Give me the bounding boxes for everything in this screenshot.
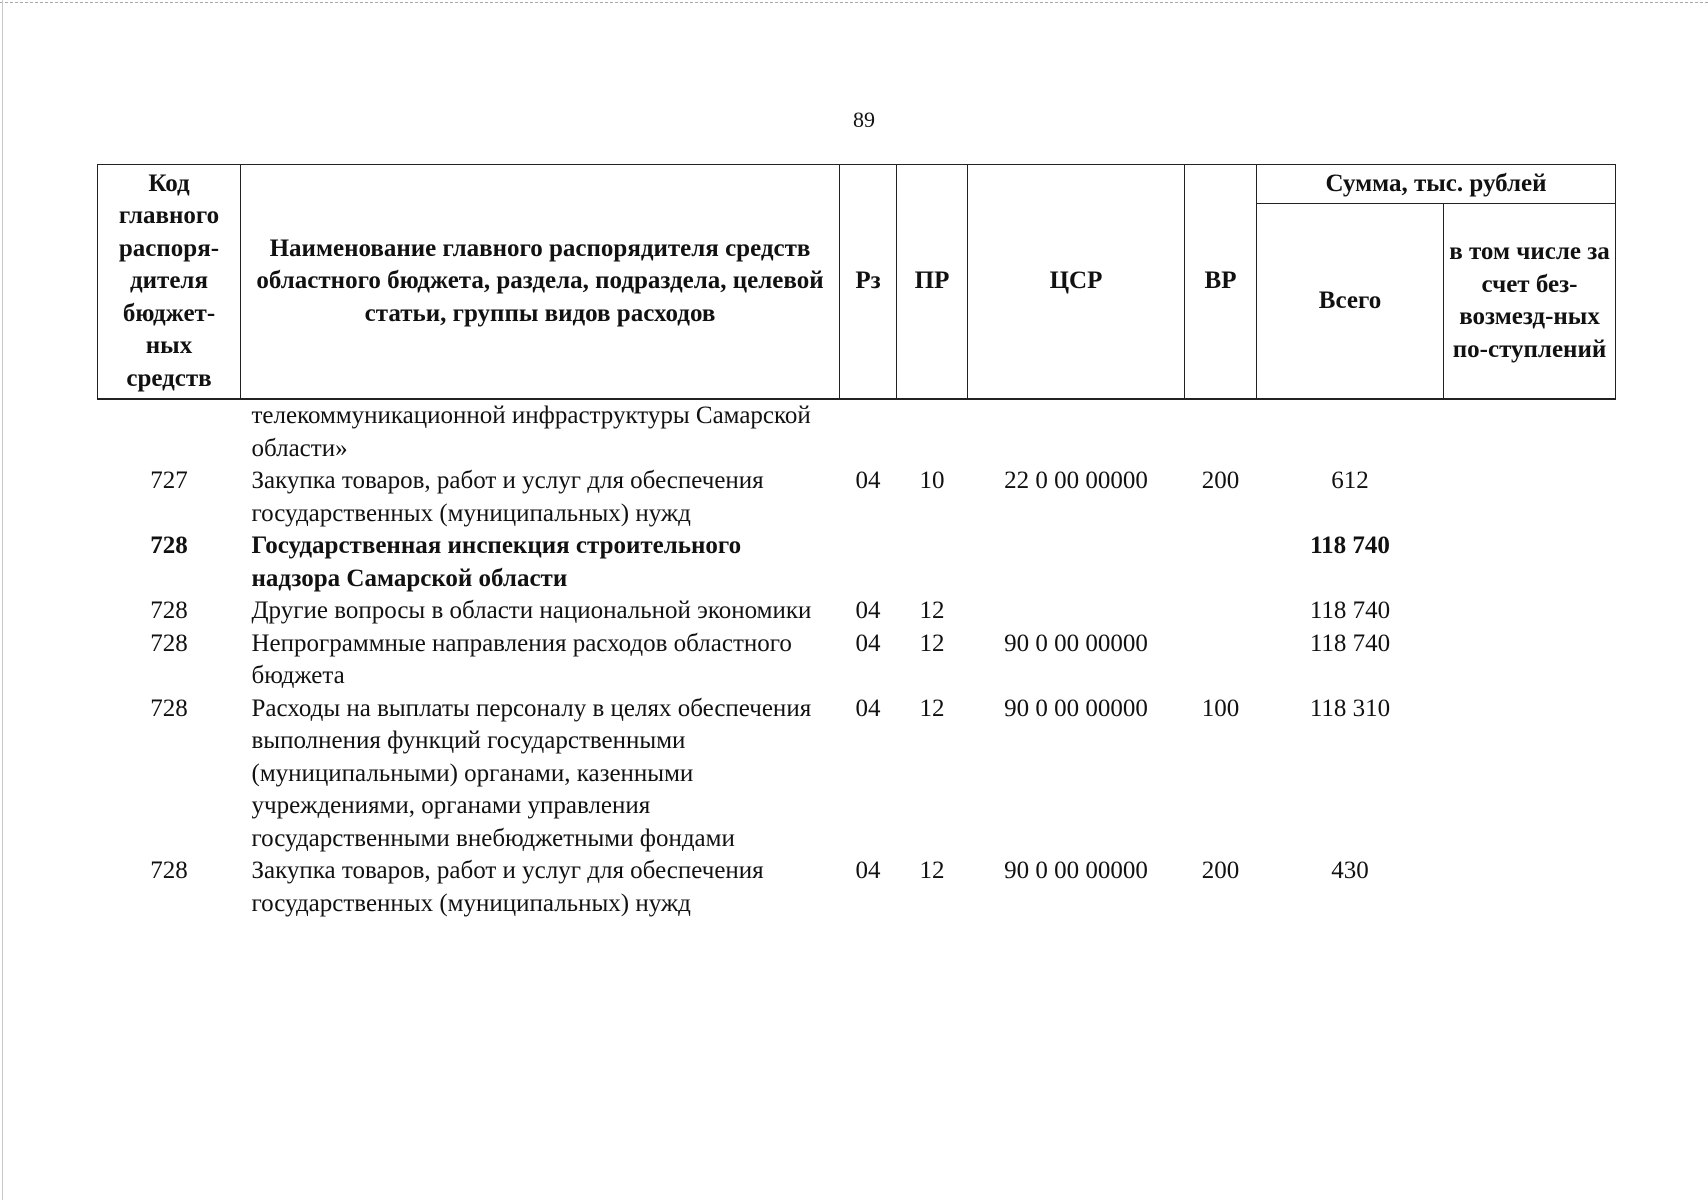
cell-code: 728 [150, 857, 188, 884]
cell-vr [1185, 595, 1257, 628]
cell-name: Другие вопросы в области национальной экономики [251, 597, 812, 624]
cell-rz [840, 399, 897, 465]
cell-grants [1444, 595, 1616, 628]
header-rz: Рз [840, 165, 897, 400]
header-name: Наименование главного распорядителя средств областного бюджета, раздела, подраздела, целевой статьи, группы видов расходов [241, 165, 840, 400]
cell-rz: 04 [855, 597, 881, 624]
header-vr: ВР [1185, 165, 1257, 400]
cell-pr: 12 [919, 857, 945, 884]
cell-total: 118 740 [1309, 629, 1391, 657]
cell-name: Расходы на выплаты персоналу в целях обеспечения выполнения функций государственными (муниципальными) органами, казенными учреждениями, органами управления государственными внебюджетными фондами [251, 694, 812, 852]
cell-grants [1444, 399, 1616, 465]
table-row [98, 693, 1616, 856]
budget-table [97, 164, 1616, 920]
header-csr: ЦСР [968, 165, 1185, 400]
cell-grants [1444, 855, 1616, 920]
cell-code [98, 399, 241, 465]
cell-total: 118 740 [1310, 532, 1390, 559]
cell-grants [1444, 465, 1616, 530]
scan-edge-left [2, 0, 3, 1200]
table-header [98, 165, 1616, 400]
cell-csr: 90 0 00 00000 [1004, 694, 1148, 722]
table-body [98, 399, 1616, 920]
cell-vr [1185, 399, 1257, 465]
table-row [98, 628, 1616, 693]
cell-csr [968, 530, 1185, 595]
cell-vr: 200 [1201, 857, 1240, 884]
cell-rz: 04 [855, 467, 881, 494]
cell-rz [840, 530, 897, 595]
cell-total: 430 [1331, 857, 1369, 884]
cell-code: 728 [150, 532, 188, 559]
cell-grants [1444, 628, 1616, 693]
cell-pr: 12 [919, 629, 945, 657]
header-code: Код главного распоря-дителя бюджет-ных средств [98, 165, 241, 400]
cell-csr: 22 0 00 00000 [1004, 467, 1148, 494]
cell-csr [968, 595, 1185, 628]
cell-rz: 04 [855, 629, 881, 657]
cell-pr: 10 [919, 467, 945, 494]
cell-code: 728 [150, 597, 188, 624]
table-row [98, 399, 1616, 465]
cell-total: 118 740 [1309, 597, 1391, 624]
page-number: 89 [853, 107, 875, 132]
cell-total: 612 [1331, 467, 1369, 494]
cell-code: 728 [150, 629, 188, 657]
cell-pr [897, 399, 968, 465]
header-total: Всего [1257, 204, 1444, 400]
cell-csr [968, 399, 1185, 465]
cell-name: телекоммуникационной инфраструктуры Самарской области» [251, 402, 811, 462]
cell-code: 728 [150, 694, 188, 722]
cell-pr: 12 [919, 694, 945, 722]
cell-code: 727 [150, 467, 188, 494]
cell-vr [1185, 530, 1257, 595]
cell-csr: 90 0 00 00000 [1004, 629, 1148, 657]
cell-rz: 04 [855, 857, 881, 884]
table-row [98, 530, 1616, 595]
cell-total: 118 310 [1309, 694, 1391, 722]
cell-vr [1185, 628, 1257, 693]
cell-name: Закупка товаров, работ и услуг для обеспечения государственных (муниципальных) нужд [251, 857, 764, 917]
cell-grants [1444, 530, 1616, 595]
cell-name: Государственная инспекция строительного надзора Самарской области [251, 532, 742, 592]
table-row [98, 855, 1616, 920]
cell-grants [1444, 693, 1616, 856]
cell-name: Непрограммные направления расходов областного бюджета [251, 629, 792, 689]
header-pr: ПР [897, 165, 968, 400]
cell-vr: 100 [1201, 694, 1240, 722]
header-grants: в том числе за счет без-возмезд-ных по-ступлений [1444, 204, 1616, 400]
table-row [98, 465, 1616, 530]
cell-total [1257, 399, 1444, 465]
cell-rz: 04 [855, 694, 881, 722]
header-sum-group: Сумма, тыс. рублей [1257, 165, 1616, 204]
cell-name: Закупка товаров, работ и услуг для обеспечения государственных (муниципальных) нужд [251, 467, 764, 527]
scan-edge-top [0, 2, 1708, 3]
cell-pr [897, 530, 968, 595]
cell-csr: 90 0 00 00000 [1004, 857, 1148, 884]
cell-vr: 200 [1201, 467, 1240, 494]
table-row [98, 595, 1616, 628]
cell-pr: 12 [919, 597, 945, 624]
